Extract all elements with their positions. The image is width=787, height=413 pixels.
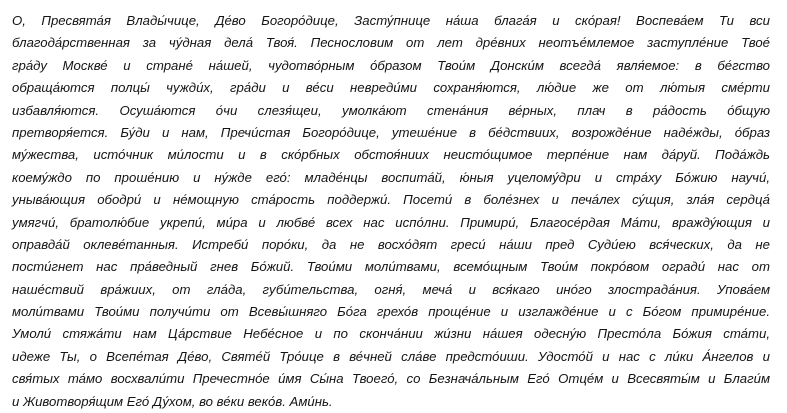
text-line: уныва́ющия ободри́ и не́мощную ста́рость поддержи́. Посети́ в боле́знех и печа́лех су́щия, зла́я сердца́ (12, 192, 770, 208)
prayer-text-block (12, 10, 770, 413)
text-line: претворя́ется. Бу́ди и нам, Пречи́стая Богоро́дице, утеше́ние в бе́дствиих, возрожде́ние наде́жды, о́браз (12, 124, 770, 140)
text-line: коему́ждо по проше́нию и ну́жде его́: младе́нцы воспита́й, ю́ныя уцелому́дри и стра́ху Бо́жию научи́, (12, 169, 770, 185)
text-line: оправда́й оклеве́танныя. Истреби́ поро́ки, да не восхо́дят греси́ на́ши пред Суди́ею вся́ческих, да не (12, 236, 770, 252)
text-line: благода́рственная за чу́дная дела́ Твоя́. Песнословим от лет дре́вних неотъе́млемое заступле́ние Твое́ (12, 35, 770, 51)
text-line: гра́ду Москве́ и стране́ на́шей, чудотво́рным о́бразом Твои́м Донски́м всегда́ явля́емое: в бе́гство (12, 57, 770, 73)
text-line: умягчи́, братолю́бие укрепи́, ми́ра и любве́ всех нас испо́лни. Примири́, Благосе́рдая Ма́ти, вражду́ющия и (12, 214, 770, 230)
text-line: обраща́ются полцы́ чужди́х, гра́ди и ве́си невреди́ми сохраня́ются, лю́дие же от лю́тыя сме́рти (12, 80, 770, 96)
text-line: му́жества, исто́чник ми́лости и в ско́рбных обстоя́ниих неисто́щимое терпе́ние нам да́руй. Пода́ждь (12, 147, 770, 163)
text-line: наше́ствий вра́жиих, от гла́да, губи́тельства, огня́, меча́ и вся́каго ино́го злострада́ния. Упова́ем (12, 281, 770, 297)
text-line: моли́твами Твои́ми получи́ти от Всевы́шняго Бо́га грехо́в проще́ние и изглажде́ние и с Бо́гом примире́ние. (12, 304, 770, 320)
text-line: идеже Ты, о Всепе́тая Де́во, Святе́й Тро́ице в ве́чней сла́ве предсто́иши. Удосто́й и нас с ли́ки А́нгелов и (12, 348, 770, 364)
text-line: избавля́ются. Осуша́ются о́чи слезя́щеи, умолка́ют стена́ния ве́рных, плач в ра́дость о́бщую (12, 102, 770, 118)
text-line: пости́гнет нас пра́ведный гнев Бо́жий. Твои́ми моли́твами, всемо́щным Твои́м покро́вом огради́ нас от (12, 259, 770, 275)
text-line-last: и Животворя́щим Его́ Ду́хом, во ве́ки веко́в. Ами́нь. (12, 393, 333, 409)
text-line: свя́тых та́мо восхвали́ти Пречестно́е и́мя Сы́на Твоего́, со Безнача́льным Его́ Отце́м и Всесвяты́м и Благи́м (12, 371, 770, 387)
text-line: О, Пресвята́я Влады́чице, Де́во Богоро́дице, Засту́пнице на́ша блага́я и ско́рая! Воспева́ем Ти вси (12, 13, 770, 28)
text-line: Умоли́ стяжа́ти нам Ца́рствие Небе́сное и по сконча́нии жи́зни на́шея одесну́ю Престо́ла Бо́жия ста́ти, (12, 326, 770, 342)
